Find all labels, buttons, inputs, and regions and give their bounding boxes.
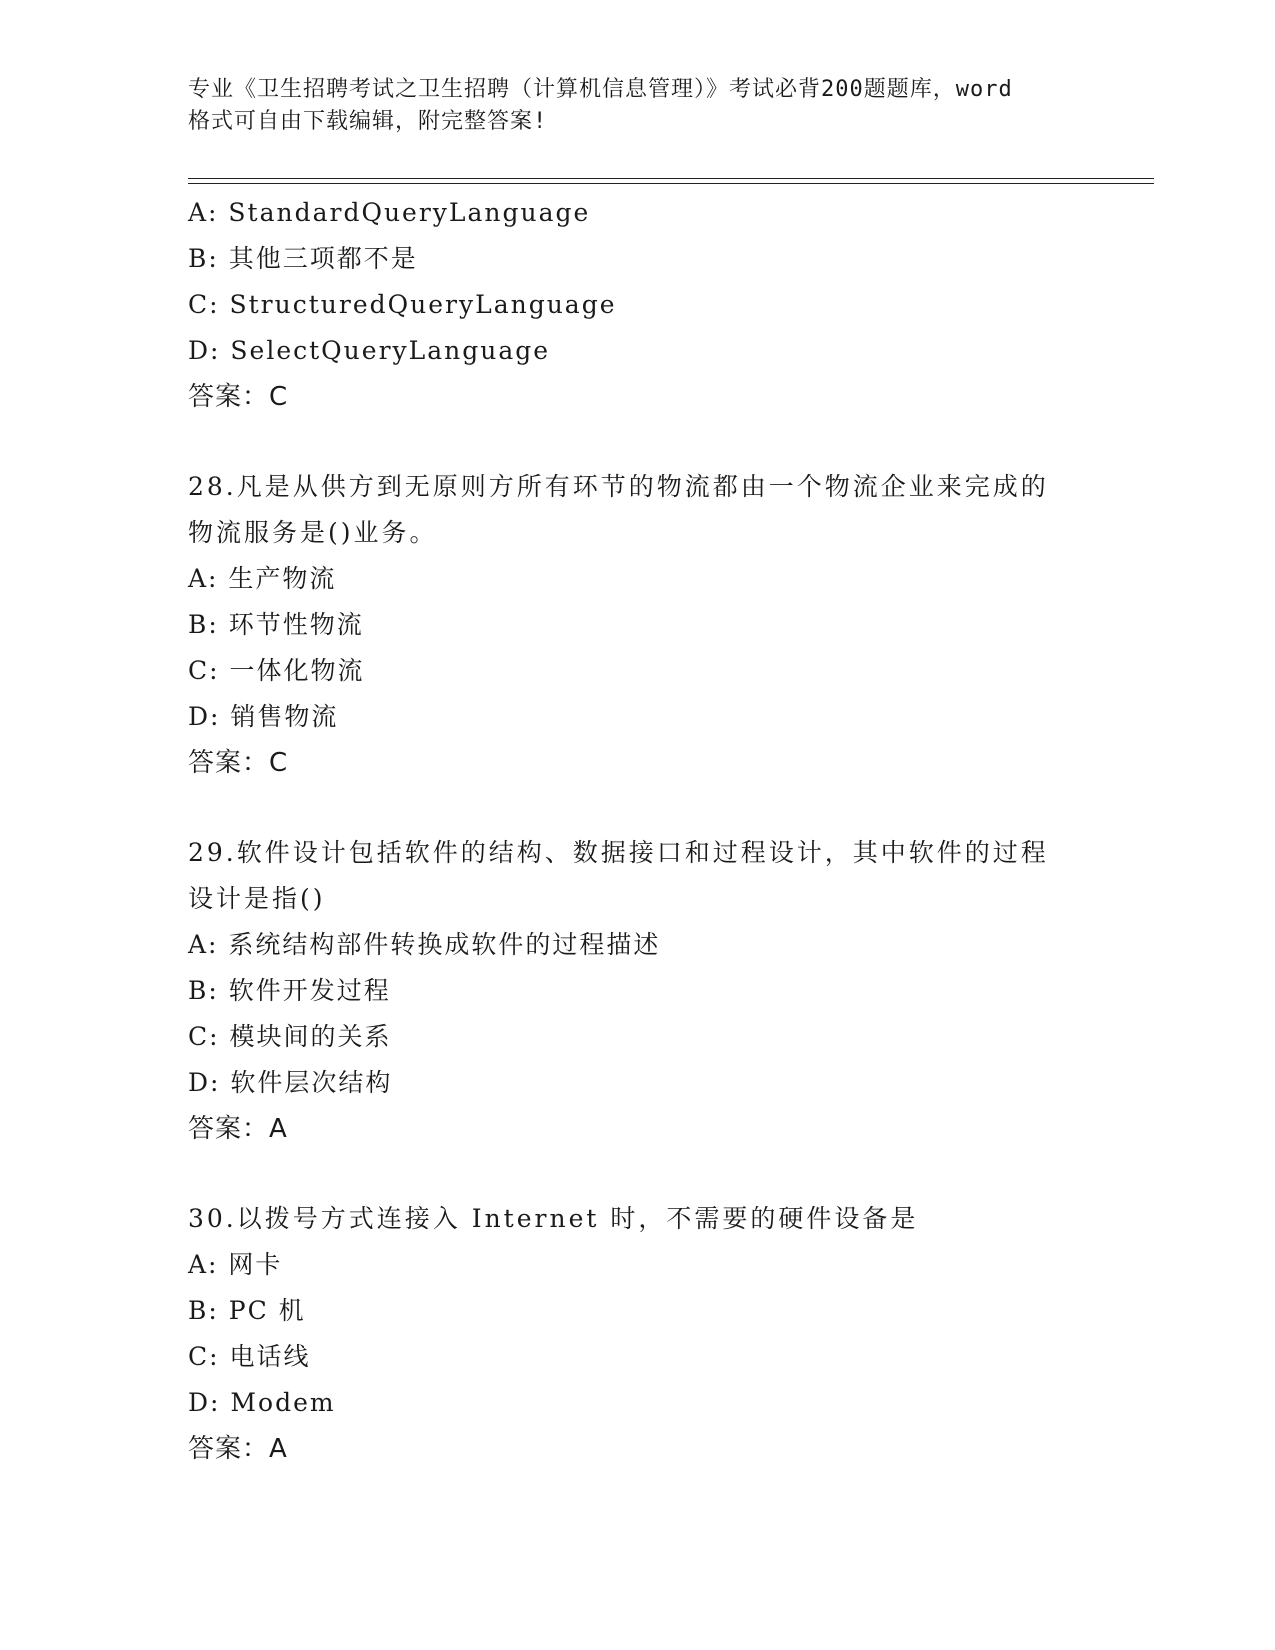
question-27 bbox=[188, 190, 1088, 420]
option-a: A: 网卡 bbox=[188, 1250, 283, 1279]
document-header bbox=[188, 74, 1088, 138]
option-b: B: 软件开发过程 bbox=[188, 976, 391, 1005]
question-29 bbox=[188, 830, 1088, 1152]
option-d: D: 软件层次结构 bbox=[188, 1068, 393, 1097]
option-a: A: 系统结构部件转换成软件的过程描述 bbox=[188, 930, 661, 959]
answer-label: 答案：C bbox=[188, 748, 289, 778]
option-d: D: SelectQueryLanguage bbox=[188, 336, 551, 365]
option-b: B: 环节性物流 bbox=[188, 610, 364, 639]
option-a: A: 生产物流 bbox=[188, 564, 337, 593]
option-c: C: 一体化物流 bbox=[188, 656, 365, 685]
option-b: B: 其他三项都不是 bbox=[188, 244, 418, 273]
question-text-line-1: 29.软件设计包括软件的结构、数据接口和过程设计，其中软件的过程 bbox=[188, 838, 1049, 867]
question-28 bbox=[188, 464, 1088, 786]
spacer bbox=[188, 786, 1088, 830]
answer-label: 答案：A bbox=[188, 1114, 288, 1144]
option-c: C: StructuredQueryLanguage bbox=[188, 290, 617, 319]
spacer bbox=[188, 420, 1088, 464]
spacer bbox=[188, 1152, 1088, 1196]
option-d: D: 销售物流 bbox=[188, 702, 339, 731]
question-text-line-1: 28.凡是从供方到无原则方所有环节的物流都由一个物流企业来完成的 bbox=[188, 472, 1049, 501]
option-c: C: 模块间的关系 bbox=[188, 1022, 392, 1051]
question-text-line-2: 物流服务是()业务。 bbox=[188, 518, 438, 547]
question-text-line-1: 30.以拨号方式连接入 Internet 时，不需要的硬件设备是 bbox=[188, 1204, 919, 1233]
question-text-line-2: 设计是指() bbox=[188, 884, 326, 913]
answer-label: 答案：A bbox=[188, 1434, 288, 1464]
question-30 bbox=[188, 1196, 1088, 1472]
header-divider-top bbox=[188, 178, 1154, 179]
header-divider-bottom bbox=[188, 183, 1154, 184]
answer-label: 答案：C bbox=[188, 382, 289, 412]
option-d: D: Modem bbox=[188, 1388, 336, 1417]
header-line-2: 格式可自由下载编辑，附完整答案! bbox=[188, 109, 548, 134]
option-a: A: StandardQueryLanguage bbox=[188, 198, 591, 227]
option-b: B: PC 机 bbox=[188, 1296, 306, 1325]
question-list bbox=[188, 190, 1088, 1472]
option-c: C: 电话线 bbox=[188, 1342, 311, 1371]
header-line-1: 专业《卫生招聘考试之卫生招聘（计算机信息管理）》考试必背200题题库，word bbox=[188, 77, 1013, 102]
